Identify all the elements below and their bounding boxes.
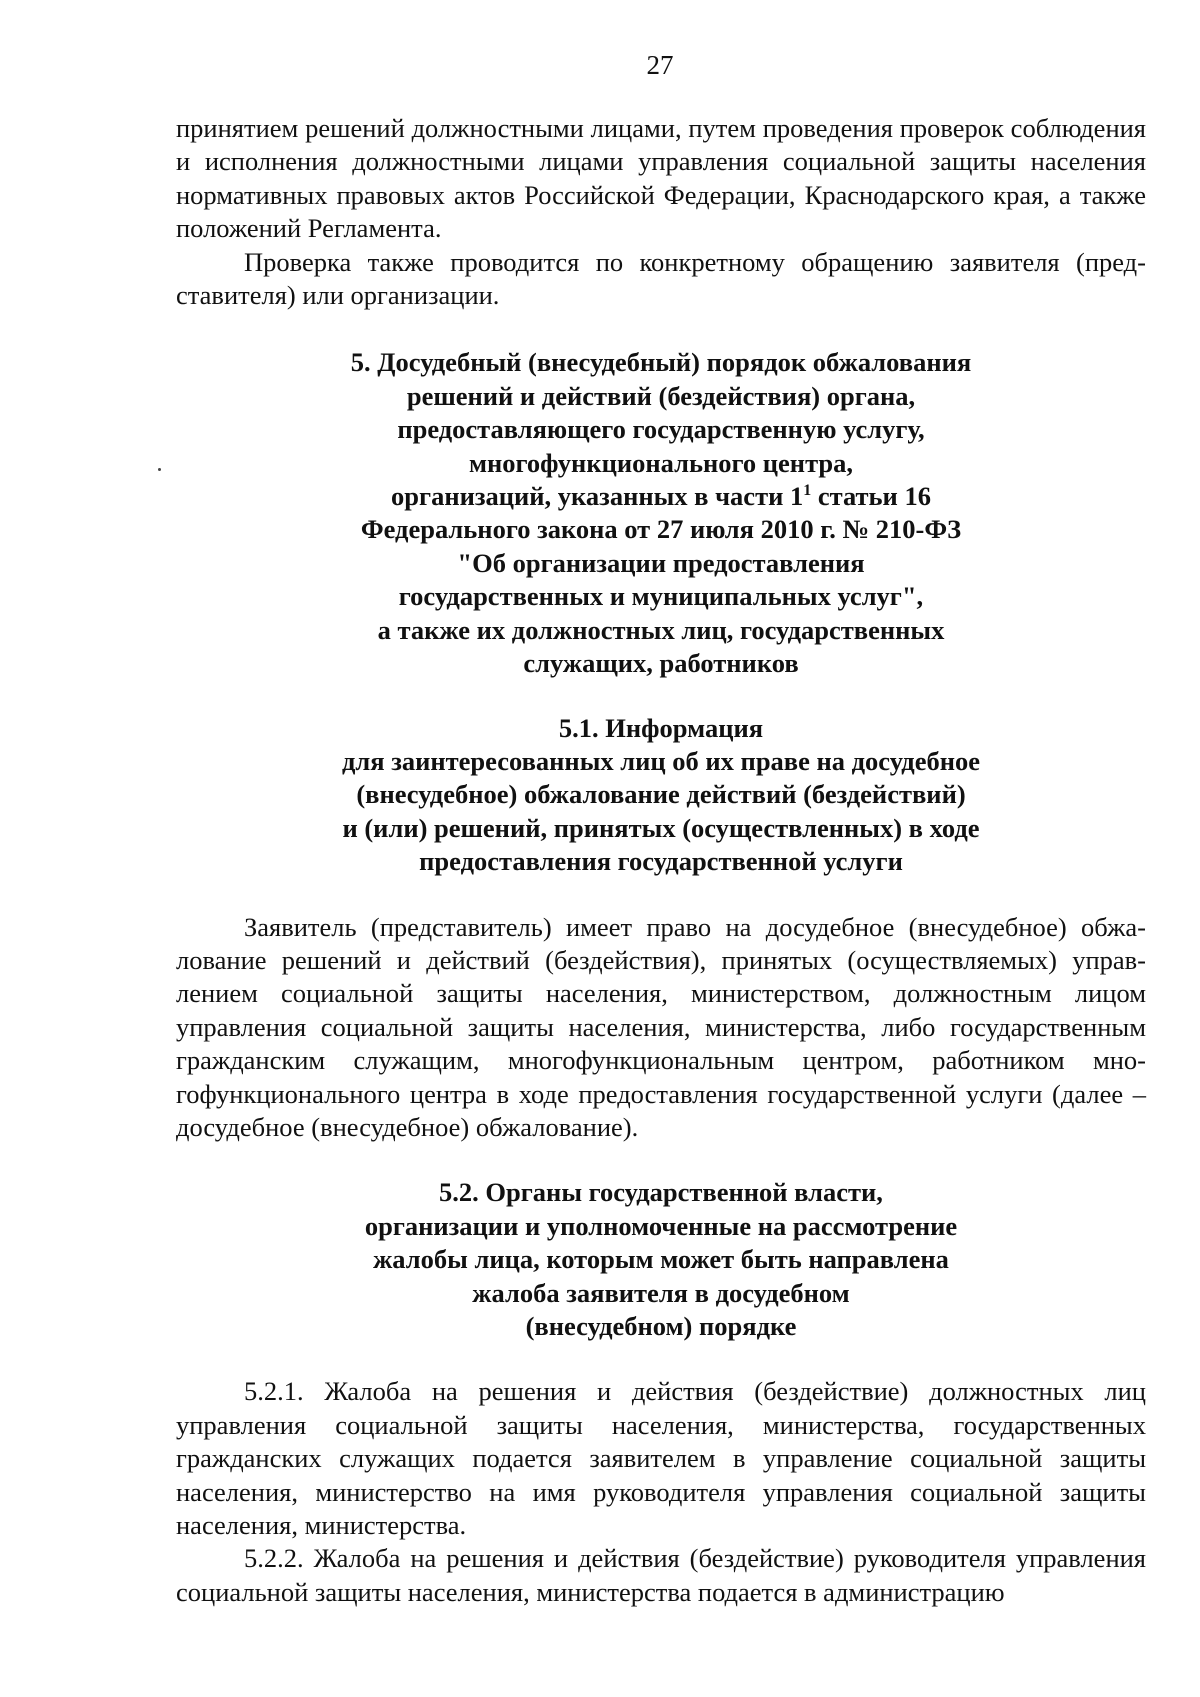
page-number: 27 [646, 50, 674, 80]
section-5-1-heading-line: (внесудебное) обжалование действий (бездействий) [356, 779, 966, 810]
section-5-heading-line: служащих, работников [523, 648, 799, 679]
section-5-line5-end: статьи 16 [811, 481, 931, 512]
section-5-2-heading [176, 1176, 1146, 1343]
section-5-1-heading-line: 5.1. Информация [558, 712, 764, 743]
section-5-1-paragraph: Заявитель (представитель) имеет право на досудебное (внесудебное) обжалование решений и действий (бездействия), принятых (осуществляемых) управлением социальной защиты населения, министерством, должностным лицом управления социальной защиты населения, министерства, либо государственным гражданским служащим, многофункциональным центром, работником многофункционального центра в ходе предоставления государственной услуги (далее – досудебное (внесудебное) обжалование). [176, 911, 1146, 1142]
paragraph-5-2-2: 5.2.2. Жалоба на решения и действия (бездействие) руководителя управления социальной защиты населения, министерства подается в администрацию [176, 1543, 1146, 1607]
section-5-heading-line: предоставляющего государственную услугу, [397, 414, 925, 445]
section-5-1-heading-line: предоставления государственной услуги [419, 846, 903, 877]
section-5-2-heading-line: организации и уполномоченные на рассмотрение [364, 1210, 958, 1241]
section-5-heading [176, 346, 1146, 680]
superscript-one: 1 [803, 482, 812, 500]
section-5-heading-line: "Об организации предоставления [457, 547, 865, 578]
section-5-1-heading-line: для заинтересованных лиц об их праве на досудебное [341, 745, 981, 776]
section-5-heading-line: государственных и муниципальных услуг", [398, 581, 924, 612]
section-5-heading-line: 5. Досудебный (внесудебный) порядок обжалования [350, 347, 972, 378]
section-5-line5-start: организаций, указанных в части 1 [391, 481, 804, 512]
section-5-heading-line: Федерального закона от 27 июля 2010 г. № 210-ФЗ [360, 514, 962, 545]
section-5-heading-line [176, 480, 1146, 513]
section-5-1-heading-line: и (или) решений, принятых (осуществленных) в ходе [342, 812, 980, 843]
section-5-2-heading-line: 5.2. Органы государственной власти, [439, 1177, 883, 1208]
paragraph-5-2-1: 5.2.1. Жалоба на решения и действия (бездействие) должностных лиц управления социальной защиты населения, министерства, государственных гражданских служащих подается заявителем в управление социальной защиты населения, министерство на имя руководителя управления социальной защиты населения, министерства. [176, 1376, 1146, 1541]
scan-speck [158, 468, 161, 471]
page-content [176, 112, 1146, 1609]
section-5-2-heading-line: (внесудебном) порядке [525, 1311, 797, 1341]
section-5-heading-line: решений и действий (бездействия) органа, [406, 380, 916, 411]
check-paragraph: Проверка также проводится по конкретному обращению заявителя (представителя) или организации. [176, 246, 1146, 311]
section-5-1-heading [176, 712, 1146, 879]
section-5-heading-line: многофункционального центра, [468, 447, 854, 478]
intro-paragraph: принятием решений должностными лицами, путем проведения проверок соблюдения и исполнения должностными лицами управления социальной защиты населения нормативных правовых актов Российской Федерации, Краснодарского края, а также положений Регламента. [176, 113, 1146, 244]
section-5-2-heading-line: жалоба заявителя в досудебном [472, 1277, 850, 1308]
section-5-heading-line: а также их должностных лиц, государственных [377, 614, 945, 645]
section-5-2-heading-line: жалобы лица, которым может быть направлена [373, 1244, 949, 1275]
